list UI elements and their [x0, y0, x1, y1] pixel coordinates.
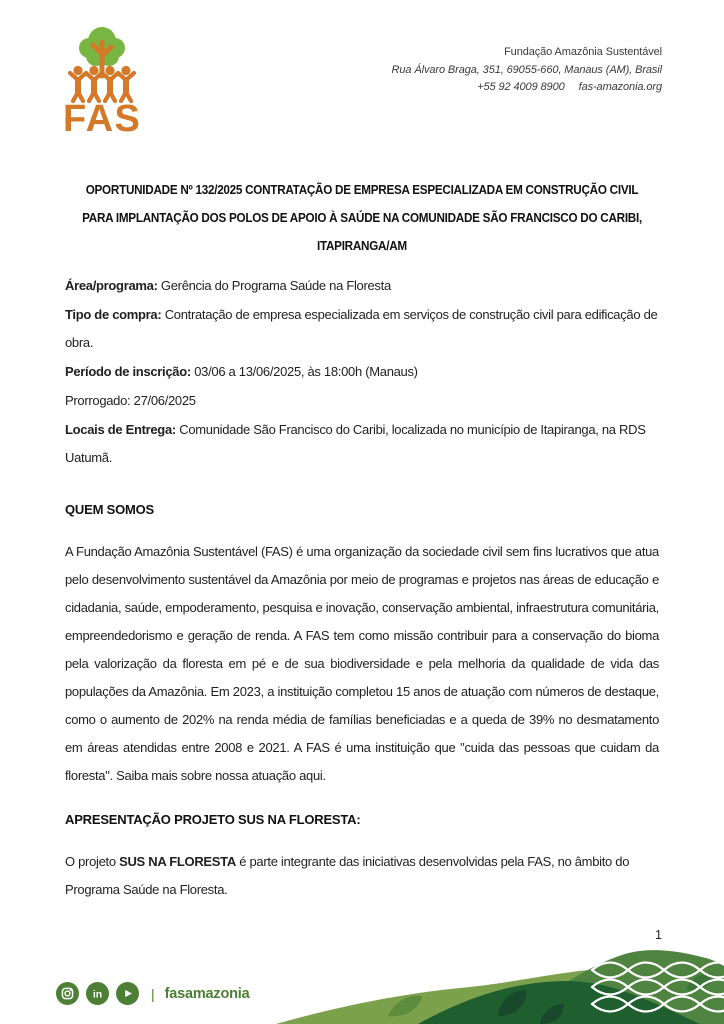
detail-locais-entrega [65, 416, 659, 472]
detail-tipo-de-compra [65, 301, 659, 357]
detail-value: Prorrogado: 27/06/2025 [65, 393, 196, 408]
quem-somos-text: A Fundação Amazônia Sustentável (FAS) é uma organização da sociedade civil sem fins lucrativos que atua pelo desenvolvimento sustentável da Amazônia por meio de programas e projetos nas áreas de educação e cidadania, saúde, empoderamento, pesquisa e inovação, conservação ambiental, infraestrutura comunitária, empreendedorismo e geração de renda. A FAS tem como missão contribuir para a conservação do bioma pela valorização da floresta em pé e de sua biodiversidade e pela melhoria da qualidade de vida das populações da Amazônia. Em 2023, a instituição completou 15 anos de atuação com números de destaque, como o aumento de 202% na renda média de famílias beneficiadas e a queda de 39% no desmatamento em áreas atendidas entre 2008 e 2021. A FAS é uma instituição que "cuida das pessoas que cuidam da floresta". Saiba mais sobre nossa atuação [65, 544, 659, 783]
apresentacao-paragraph [65, 848, 659, 904]
org-website[interactable]: fas-amazonia.org [578, 81, 662, 93]
document-body [65, 272, 659, 904]
detail-value: 03/06 a 13/06/2025, às 18:00h (Manaus) [194, 364, 418, 379]
apresentacao-prefix: O projeto [65, 854, 120, 869]
youtube-icon[interactable] [116, 982, 139, 1005]
footer-hills-graphic [0, 924, 724, 1024]
detail-value: Contratação de empresa especializada em serviços de construção civil para edificação de obra. [65, 307, 658, 350]
org-address: Rua Álvaro Braga, 351, 69055-660, Manaus (AM), Brasil [391, 63, 662, 76]
org-name: Fundação Amazônia Sustentável [504, 46, 662, 58]
linkedin-glyph: in [92, 988, 103, 1001]
document-title [65, 176, 659, 260]
detail-area-programa [65, 272, 659, 300]
document-title-line: OPORTUNIDADE Nº 132/2025 CONTRATAÇÃO DE EMPRESA ESPECIALIZADA EM CONSTRUÇÃO CIVIL [85, 182, 639, 197]
detail-value: Gerência do Programa Saúde na Floresta [160, 278, 391, 293]
document-title-line: ITAPIRANGA/AM [317, 238, 407, 253]
quem-somos-paragraph [65, 538, 659, 790]
detail-label: Área/programa: [65, 278, 158, 293]
page-number: 1 [655, 928, 662, 942]
header-contact-block [392, 44, 662, 97]
footer-social-row [56, 982, 249, 1005]
section-heading-apresentacao: APRESENTAÇÃO PROJETO SUS NA FLORESTA: [65, 812, 361, 827]
detail-label: Período de inscrição: [65, 364, 191, 379]
apresentacao-project-name: SUS NA FLORESTA [119, 854, 236, 869]
linkedin-icon[interactable] [86, 982, 109, 1005]
detail-periodo-inscricao [65, 358, 659, 386]
fas-logo [60, 26, 170, 138]
detail-label: Tipo de compra: [65, 307, 162, 322]
detail-prorrogado [65, 387, 659, 415]
social-handle[interactable]: fasamazonia [164, 985, 250, 1002]
social-divider: | [151, 985, 155, 1002]
detail-value: Comunidade São Francisco do Caribi, localizada no município de Itapiranga, na RDS Uatumã. [65, 422, 646, 465]
aqui-link[interactable]: aqui [299, 768, 323, 783]
instagram-icon[interactable] [56, 982, 79, 1005]
document-title-line: PARA IMPLANTAÇÃO DOS POLOS DE APOIO À SAÚDE NA COMUNIDADE SÃO FRANCISCO DO CARIBI, [82, 210, 642, 225]
detail-label: Locais de Entrega: [65, 422, 176, 437]
logo-wordmark: FAS [63, 98, 142, 138]
section-heading-quem-somos: QUEM SOMOS [65, 502, 155, 517]
org-phone: +55 92 4009 8900 [477, 81, 565, 93]
quem-somos-text-end: . [322, 768, 326, 783]
org-contact-line [392, 79, 662, 97]
apresentacao-suffix: é parte integrante das iniciativas desenvolvidas pela FAS, no âmbito do Programa Saúde na Floresta. [65, 854, 630, 897]
